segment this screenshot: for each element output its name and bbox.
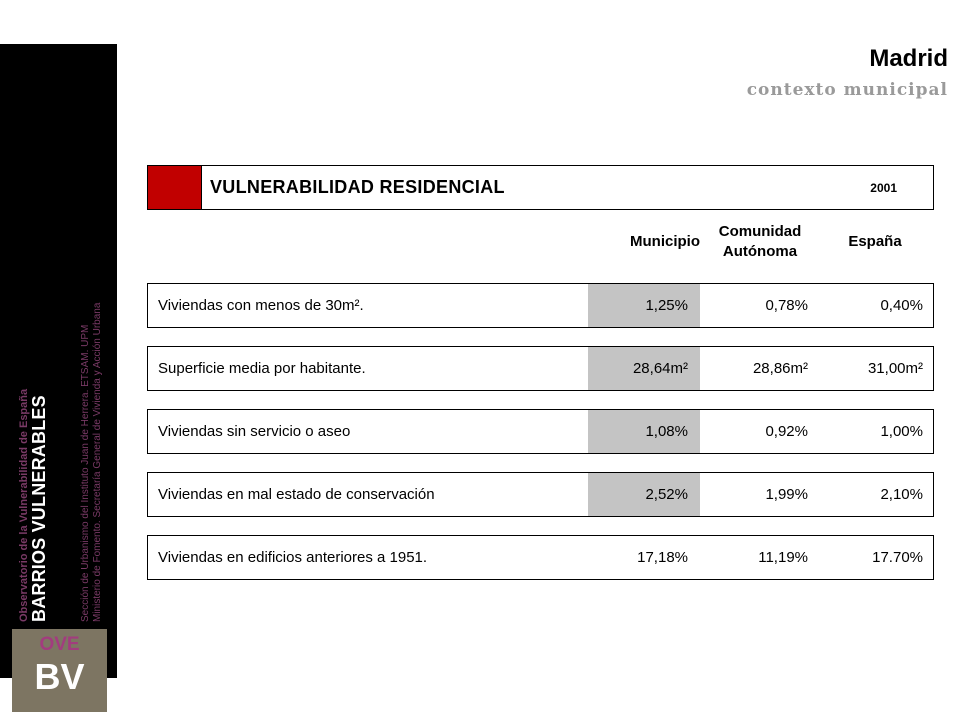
page-title: Madrid bbox=[869, 45, 948, 72]
row-label: Viviendas con menos de 30m². bbox=[158, 297, 364, 314]
cell-municipio: 1,25% bbox=[588, 284, 700, 327]
red-marker bbox=[148, 166, 202, 209]
cell-comunidad: 11,19% bbox=[758, 549, 808, 566]
row-label: Superficie media por habitante. bbox=[158, 360, 366, 377]
table-row bbox=[147, 283, 934, 328]
cell-espana: 0,40% bbox=[880, 297, 923, 314]
row-label: Viviendas en edificios anteriores a 1951. bbox=[158, 549, 428, 566]
column-header-espana: España bbox=[848, 233, 902, 250]
cell-comunidad: 0,92% bbox=[765, 423, 808, 440]
sidebar bbox=[0, 44, 117, 697]
page-subtitle: contexto municipal bbox=[746, 80, 948, 100]
table-row bbox=[147, 409, 934, 454]
ove-bv-logo bbox=[12, 629, 107, 712]
cell-municipio: 17,18% bbox=[637, 549, 688, 566]
table-row bbox=[147, 346, 934, 391]
column-header-comunidad bbox=[700, 213, 820, 271]
logo-ove-text: OVE bbox=[39, 634, 80, 655]
table-title: VULNERABILIDAD RESIDENCIAL bbox=[210, 177, 505, 197]
cell-espana: 2,10% bbox=[880, 486, 923, 503]
table-year: 2001 bbox=[870, 181, 897, 195]
cell-espana: 1,00% bbox=[880, 423, 923, 440]
cell-comunidad: 1,99% bbox=[765, 486, 808, 503]
barrios-vulnerables-label: BARRIOS VULNERABLES bbox=[29, 395, 49, 622]
cell-municipio: 1,08% bbox=[588, 410, 700, 453]
cell-comunidad: 28,86m² bbox=[752, 360, 808, 377]
table-title-box bbox=[147, 165, 934, 210]
cell-municipio: 28,64m² bbox=[588, 347, 700, 390]
cell-espana: 17.70% bbox=[872, 549, 923, 566]
column-header-comunidad-text: Comunidad Autónoma bbox=[718, 223, 802, 260]
column-header-municipio: Municipio bbox=[630, 233, 700, 250]
cell-municipio: 2,52% bbox=[588, 473, 700, 516]
cell-espana: 31,00m² bbox=[867, 360, 923, 377]
table-row bbox=[147, 472, 934, 517]
row-label: Viviendas sin servicio o aseo bbox=[158, 423, 351, 440]
table-row bbox=[147, 535, 934, 580]
logo-bv-text: BV bbox=[34, 656, 85, 697]
row-label: Viviendas en mal estado de conservación bbox=[158, 486, 435, 503]
ministerio-label: Ministerio de Fomento. Secretaría General de Vivienda y Acción Urbana bbox=[92, 302, 103, 622]
seccion-urbanismo-label: Sección de Urbanismo del Instituto Juan de Herrera. ETSAM. UPM bbox=[80, 324, 91, 622]
cell-comunidad: 0,78% bbox=[765, 297, 808, 314]
observatorio-label: Observatorio de la Vulnerabilidad de España bbox=[18, 388, 30, 622]
